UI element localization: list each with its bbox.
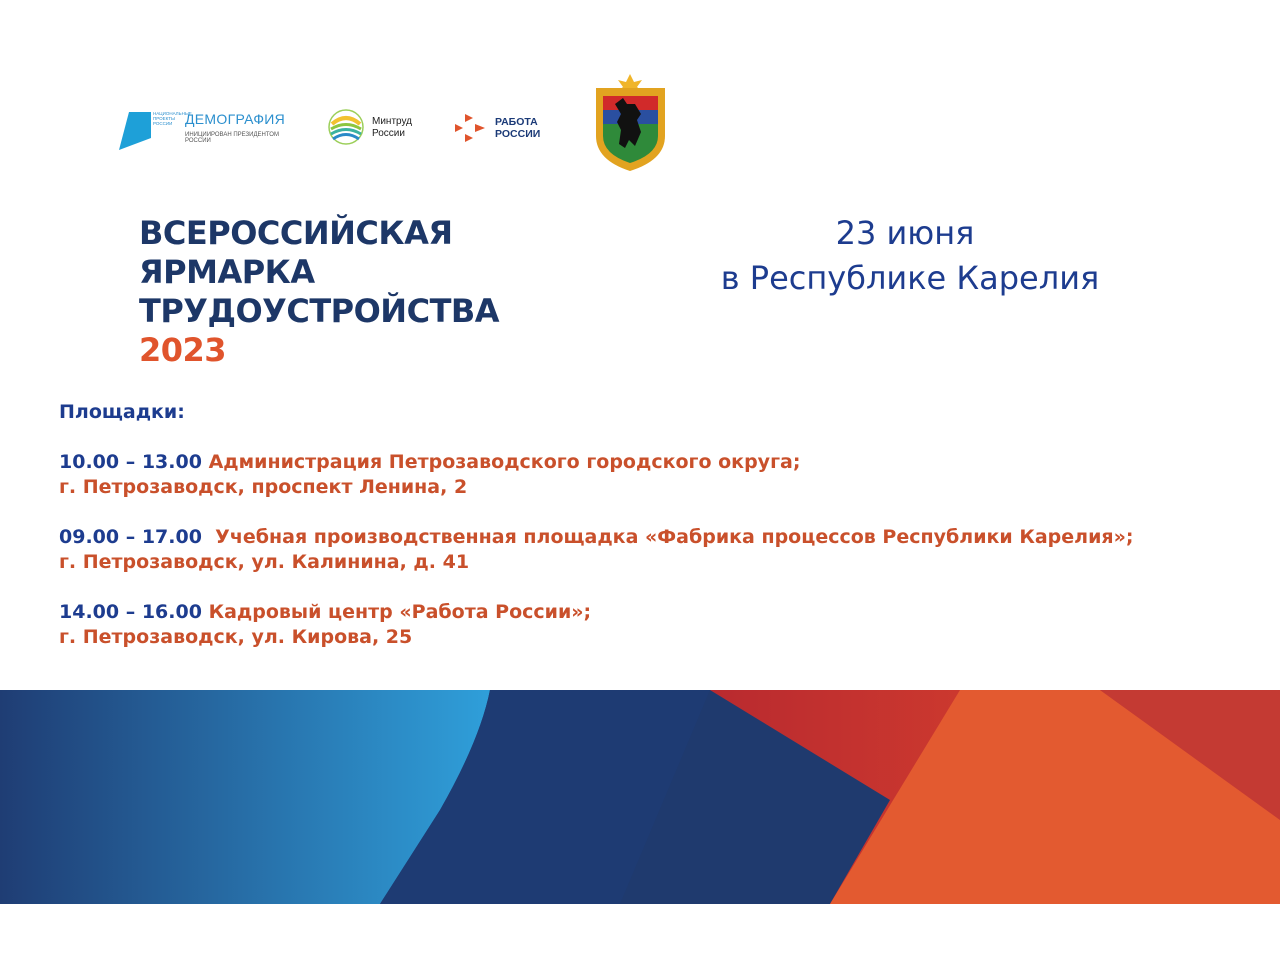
title-line-1: ВСЕРОССИЙСКАЯ (139, 214, 453, 252)
demografia-mark-icon (119, 108, 153, 152)
title-line-3: ТРУДОУСТРОЙСТВА (139, 292, 500, 330)
demografia-label: ДЕМОГРАФИЯ (185, 111, 286, 127)
rabota-arrows-icon (453, 110, 489, 146)
rabota-label-line2: РОССИИ (495, 128, 541, 140)
venues-list (59, 400, 1133, 675)
venue-item (59, 600, 1133, 650)
demografia-logo (119, 108, 294, 154)
decorative-banner (0, 690, 1280, 904)
title-year: 2023 (139, 331, 227, 369)
rabota-rossii-logo (453, 110, 563, 150)
mintrud-emblem-icon (327, 108, 365, 146)
event-title (139, 214, 499, 370)
venues-heading: Площадки: (59, 401, 185, 423)
mintrud-label-line1: Минтруд (372, 116, 412, 127)
venue-item (59, 450, 1133, 500)
demografia-tagline: ИНИЦИИРОВАН ПРЕЗИДЕНТОМ РОССИИ (185, 132, 279, 144)
mintrud-logo (327, 108, 427, 148)
venue-time: 14.00 – 16.00 (59, 601, 202, 623)
venue-item (59, 525, 1133, 575)
venue-time: 10.00 – 13.00 (59, 451, 202, 473)
national-projects-label: НАЦИОНАЛЬНЫЕ ПРОЕКТЫ РОССИИ (153, 111, 192, 126)
event-date: 23 июня (835, 214, 975, 252)
venue-address: г. Петрозаводск, проспект Ленина, 2 (59, 476, 468, 498)
karelia-coat-of-arms-icon (593, 74, 668, 172)
rabota-label-line1: РАБОТА (495, 116, 538, 128)
event-region: в Республике Карелия (720, 259, 1100, 297)
venue-place: Администрация Петрозаводского городского округа; (208, 451, 801, 473)
title-line-2: ЯРМАРКА (139, 253, 315, 291)
mintrud-label-line2: России (372, 128, 405, 139)
venue-place: Учебная производственная площадка «Фабрика процессов Республики Карелия»; (215, 526, 1134, 548)
venue-time: 09.00 – 17.00 (59, 526, 202, 548)
venue-address: г. Петрозаводск, ул. Калинина, д. 41 (59, 551, 470, 573)
venue-address: г. Петрозаводск, ул. Кирова, 25 (59, 626, 413, 648)
venue-place: Кадровый центр «Работа России»; (208, 601, 592, 623)
